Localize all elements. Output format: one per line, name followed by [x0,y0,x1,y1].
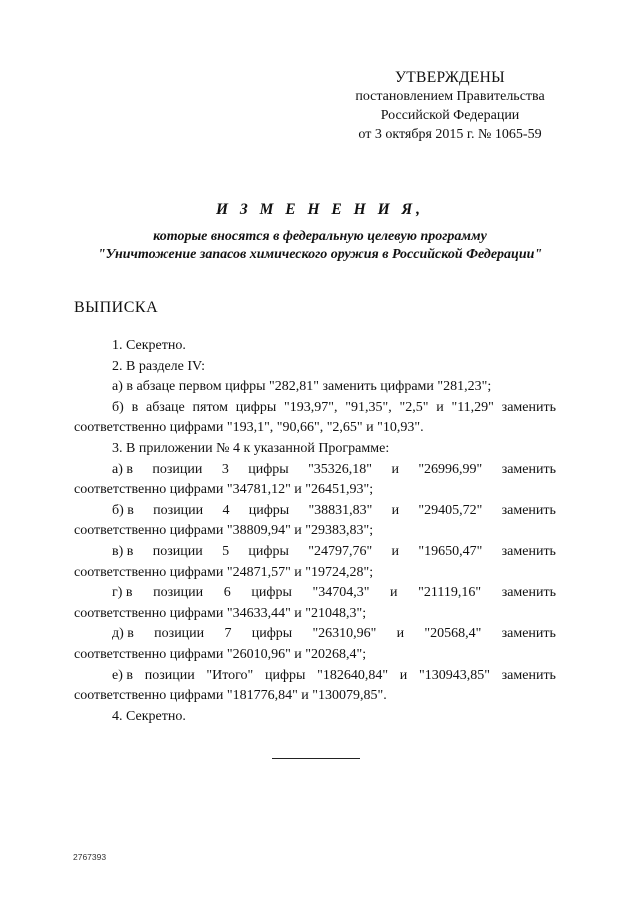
item-2b: б) в абзаце пятом цифры "193,97", "91,35", "2,5" и "11,29" заменить соответственно цифрами "193,1", "90,66", "2,65" и "10,93". [74,399,556,436]
item-2: 2. В разделе IV: [112,358,205,374]
document-number: 2767393 [73,852,107,862]
item-3f-word: заменить [501,667,556,683]
item-3d [74,583,556,624]
item-3c-word: цифры [248,543,289,559]
approval-line-date-number: от 3 октября 2015 г. № 1065-59 [358,127,542,142]
item-3f-word: позиции [144,667,195,683]
item-3b-word: б) в [112,502,134,518]
item-3f-word: е) в [112,667,133,683]
item-3d-line [74,583,556,604]
item-3b-word: позиции [153,502,204,518]
item-3b-word: 4 [222,502,230,518]
item-3a-word: цифры [248,461,289,477]
item-3a-word: и [391,461,399,477]
item-3a [74,460,556,501]
item-3d-word: позиции [153,585,204,601]
item-3b-word: заменить [501,502,556,518]
item-3f-word: и [399,667,408,683]
item-3e-line [74,624,556,645]
approval-line-resolution: постановлением Правительства [355,89,545,104]
item-3c-word: и [391,543,400,559]
title-subtitle-line2: "Уничтожение запасов химического оружия в Российской Федерации" [97,247,543,262]
item-3d-word: г) в [112,585,133,601]
approval-stamp [330,68,570,144]
item-3f-word: "182640,84" [317,667,389,683]
item-3a-continuation: соответственно цифрами "34781,12" и "26451,93"; [74,482,374,498]
item-3d-word: цифры [251,585,292,601]
item-3e-word: "26310,96" [312,626,377,642]
item-2a: а) в абзаце первом цифры "282,81" заменить цифрами "281,23"; [112,379,492,395]
item-3e-word: и [396,626,405,642]
item-3c-word: "19650,47" [418,543,483,559]
item-3f-word: "Итого" [206,667,254,683]
item-3c-word: "24797,76" [308,543,373,559]
approval-heading: УТВЕРЖДЕНЫ [395,69,505,86]
item-3f-line [74,666,556,687]
item-3b-line [74,501,556,522]
item-3a-word: 3 [221,461,229,477]
item-3a-line [74,460,556,481]
item-3a-word: а) в [112,461,133,477]
item-1: 1. Секретно. [112,338,186,353]
approval-line-federation: Российской Федерации [380,108,520,123]
item-3c-word: в) в [112,543,134,559]
item-3f-continuation: соответственно цифрами "181776,84" и "130079,85". [74,688,387,704]
item-3c-word: позиции [152,543,203,559]
item-3b-word: цифры [248,502,290,518]
item-4: 4. Секретно. [112,708,186,724]
item-3d-continuation: соответственно цифрами "34633,44" и "21048,3"; [74,605,367,621]
item-3b-word: "38831,83" [308,502,373,518]
item-3c-continuation: соответственно цифрами "24871,57" и "19724,28"; [74,564,374,580]
document-title [60,200,580,264]
item-3b-word: и [391,502,400,518]
item-3a-word: "26996,99" [418,461,483,477]
item-3d-word: заменить [501,585,556,601]
item-3e-continuation: соответственно цифрами "26010,96" и "20268,4"; [74,646,367,662]
item-3b [74,501,556,542]
extract-label: ВЫПИСКА [74,299,159,316]
item-3e-word: позиции [154,626,205,642]
item-3b-continuation: соответственно цифрами "38809,94" и "29383,83"; [74,523,374,539]
item-3c-word: 5 [222,543,230,559]
item-3c-line [74,542,556,563]
item-3a-word: "35326,18" [308,461,373,477]
item-3d-word: "21119,16" [418,585,482,601]
item-3d-word: "34704,3" [312,585,370,601]
document-body [74,336,556,727]
item-3c [74,542,556,583]
item-3f-word: цифры [264,667,306,683]
item-3a-word: позиции [152,461,203,477]
item-3e [74,624,556,665]
item-3: 3. В приложении № 4 к указанной Программе: [112,440,390,456]
item-3a-word: заменить [501,461,556,477]
item-3e-word: заменить [501,626,556,642]
item-3e-word: "20568,4" [424,626,482,642]
title-heading: И З М Е Н Е Н И Я, [215,201,425,218]
item-3d-word: и [390,585,398,601]
item-3b-word: "29405,72" [418,502,483,518]
item-3f-word: "130943,85" [419,667,490,683]
item-3e-word: цифры [251,626,293,642]
item-3e-word: д) в [112,626,134,642]
item-3f [74,666,556,707]
title-subtitle-line1: которые вносятся в федеральную целевую программу [153,229,487,244]
item-3d-word: 6 [223,585,231,601]
separator-line [272,758,360,759]
item-3c-word: заменить [501,543,556,559]
item-3e-word: 7 [224,626,232,642]
